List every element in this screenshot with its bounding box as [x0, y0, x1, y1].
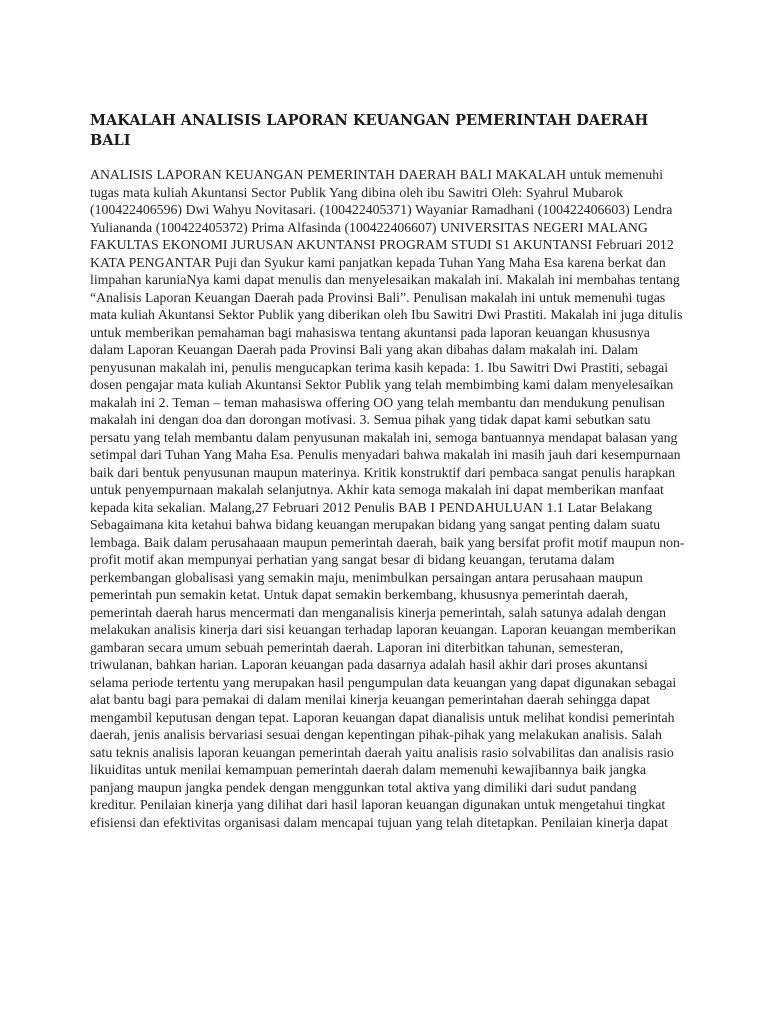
document-body-text: ANALISIS LAPORAN KEUANGAN PEMERINTAH DAERAH BALI MAKALAH untuk memenuhi tugas mata kuliah Akuntansi Sector Publik Yang dibina oleh ibu Sawitri Oleh: Syahrul Mubarok (100422406596) Dwi Wahyu Novitasari. (100422405371) Wayaniar Ramadhani (100422406603) Lendra Yuliananda (100422405372) Prima Alfasinda (100422406607) UNIVERSITAS NEGERI MALANG FAKULTAS EKONOMI JURUSAN AKUNTANSI PROGRAM STUDI S1 AKUNTANSI Februari 2012 KATA PENGANTAR Puji dan Syukur kami panjatkan kepada Tuhan Yang Maha Esa karena berkat dan limpahan karuniaNya kami dapat menulis dan menyelesaikan makalah ini. Makalah ini membahas tentang “Analisis Laporan Keuangan Daerah pada Provinsi Bali”. Penulisan makalah ini untuk memenuhi tugas mata kuliah Akuntansi Sektor Publik yang diberikan oleh Ibu Sawitri Dwi Prastiti. Makalah ini juga ditulis untuk memberikan pemahaman bagi mahasiswa tentang akuntansi pada laporan keuangan khususnya dalam Laporan Keuangan Daerah pada Provinsi Bali yang akan dibahas dalam makalah ini. Dalam penyusunan makalah ini, penulis mengucapkan terima kasih kepada: 1. Ibu Sawitri Dwi Prastiti, sebagai dosen pengajar mata kuliah Akuntansi Sektor Publik yang telah membimbing kami dalam menyelesaikan makalah ini 2. Teman – teman mahasiswa offering OO yang telah membantu dan mendukung penulisan makalah ini dengan doa dan dorongan motivasi. 3. Semua pihak yang tidak dapat kami sebutkan satu persatu yang telah membantu dalam penyusunan makalah ini, semoga bantuannya mendapat balasan yang setimpal dari Tuhan Yang Maha Esa. Penulis menyadari bahwa makalah ini masih jauh dari kesempurnaan baik dari bentuk penyusunan maupun materinya. Kritik konstruktif dari pembaca sangat penulis harapkan untuk penyempurnaan makalah selanjutnya. Akhir kata semoga makalah ini dapat memberikan manfaat kepada kita sekalian. Malang,27 Februari 2012 Penulis BAB I PENDAHULUAN 1.1 Latar Belakang Sebagaimana kita ketahui bahwa bidang keuangan merupakan bidang yang sangat penting dalam suatu lembaga. Baik dalam perusahaaan maupun pemerintah daerah, baik yang bersifat profit motif maupun non-profit motif akan mempunyai perhatian yang sangat besar di bidang keuangan, terutama dalam perkembangan globalisasi yang semakin maju, menimbulkan persaingan antara perusahaan maupun pemerintah pun semakin ketat. Untuk dapat semakin berkembang, khususnya pemerintah daerah, pemerintah daerah harus mencermati dan menganalisis kinerja pemerintah, salah satunya adalah dengan melakukan analisis kinerja dari sisi keuangan terhadap laporan keuangan. Laporan keuangan memberikan gambaran secara umum sebuah pemerintah daerah. Laporan ini diterbitkan tahunan, semesteran, triwulanan, bahkan harian. Laporan keuangan pada dasarnya adalah hasil akhir dari proses akuntansi selama periode tertentu yang merupakan hasil pengumpulan data keuangan yang dapat digunakan sebagai alat bantu bagi para pemakai di dalam menilai kinerja keuangan pemerintahan daerah sehingga dapat mengambil keputusan dengan tepat. Laporan keuangan dapat dianalisis untuk melihat kondisi pemerintah daerah, jenis analisis bervariasi sesuai dengan kepentingan pihak-pihak yang melakukan analisis. Salah satu teknis analisis laporan keuangan pemerintah daerah yaitu analisis rasio solvabilitas dan analisis rasio likuiditas untuk menilai kemampuan pemerintah daerah dalam memenuhi kewajibannya baik jangka panjang maupun jangka pendek dengan menggunkan total aktiva yang dimiliki dari sudut pandang kreditur. Penilaian kinerja yang dilihat dari hasil laporan keuangan digunakan untuk mengetahui tingkat efisiensi dan efektivitas organisasi dalam mencapai tujuan yang telah ditetapkan. Penilaian kinerja dapat	[90, 167, 685, 830]
document-title: MAKALAH ANALISIS LAPORAN KEUANGAN PEMERINTAH DAERAH BALI	[90, 112, 649, 149]
